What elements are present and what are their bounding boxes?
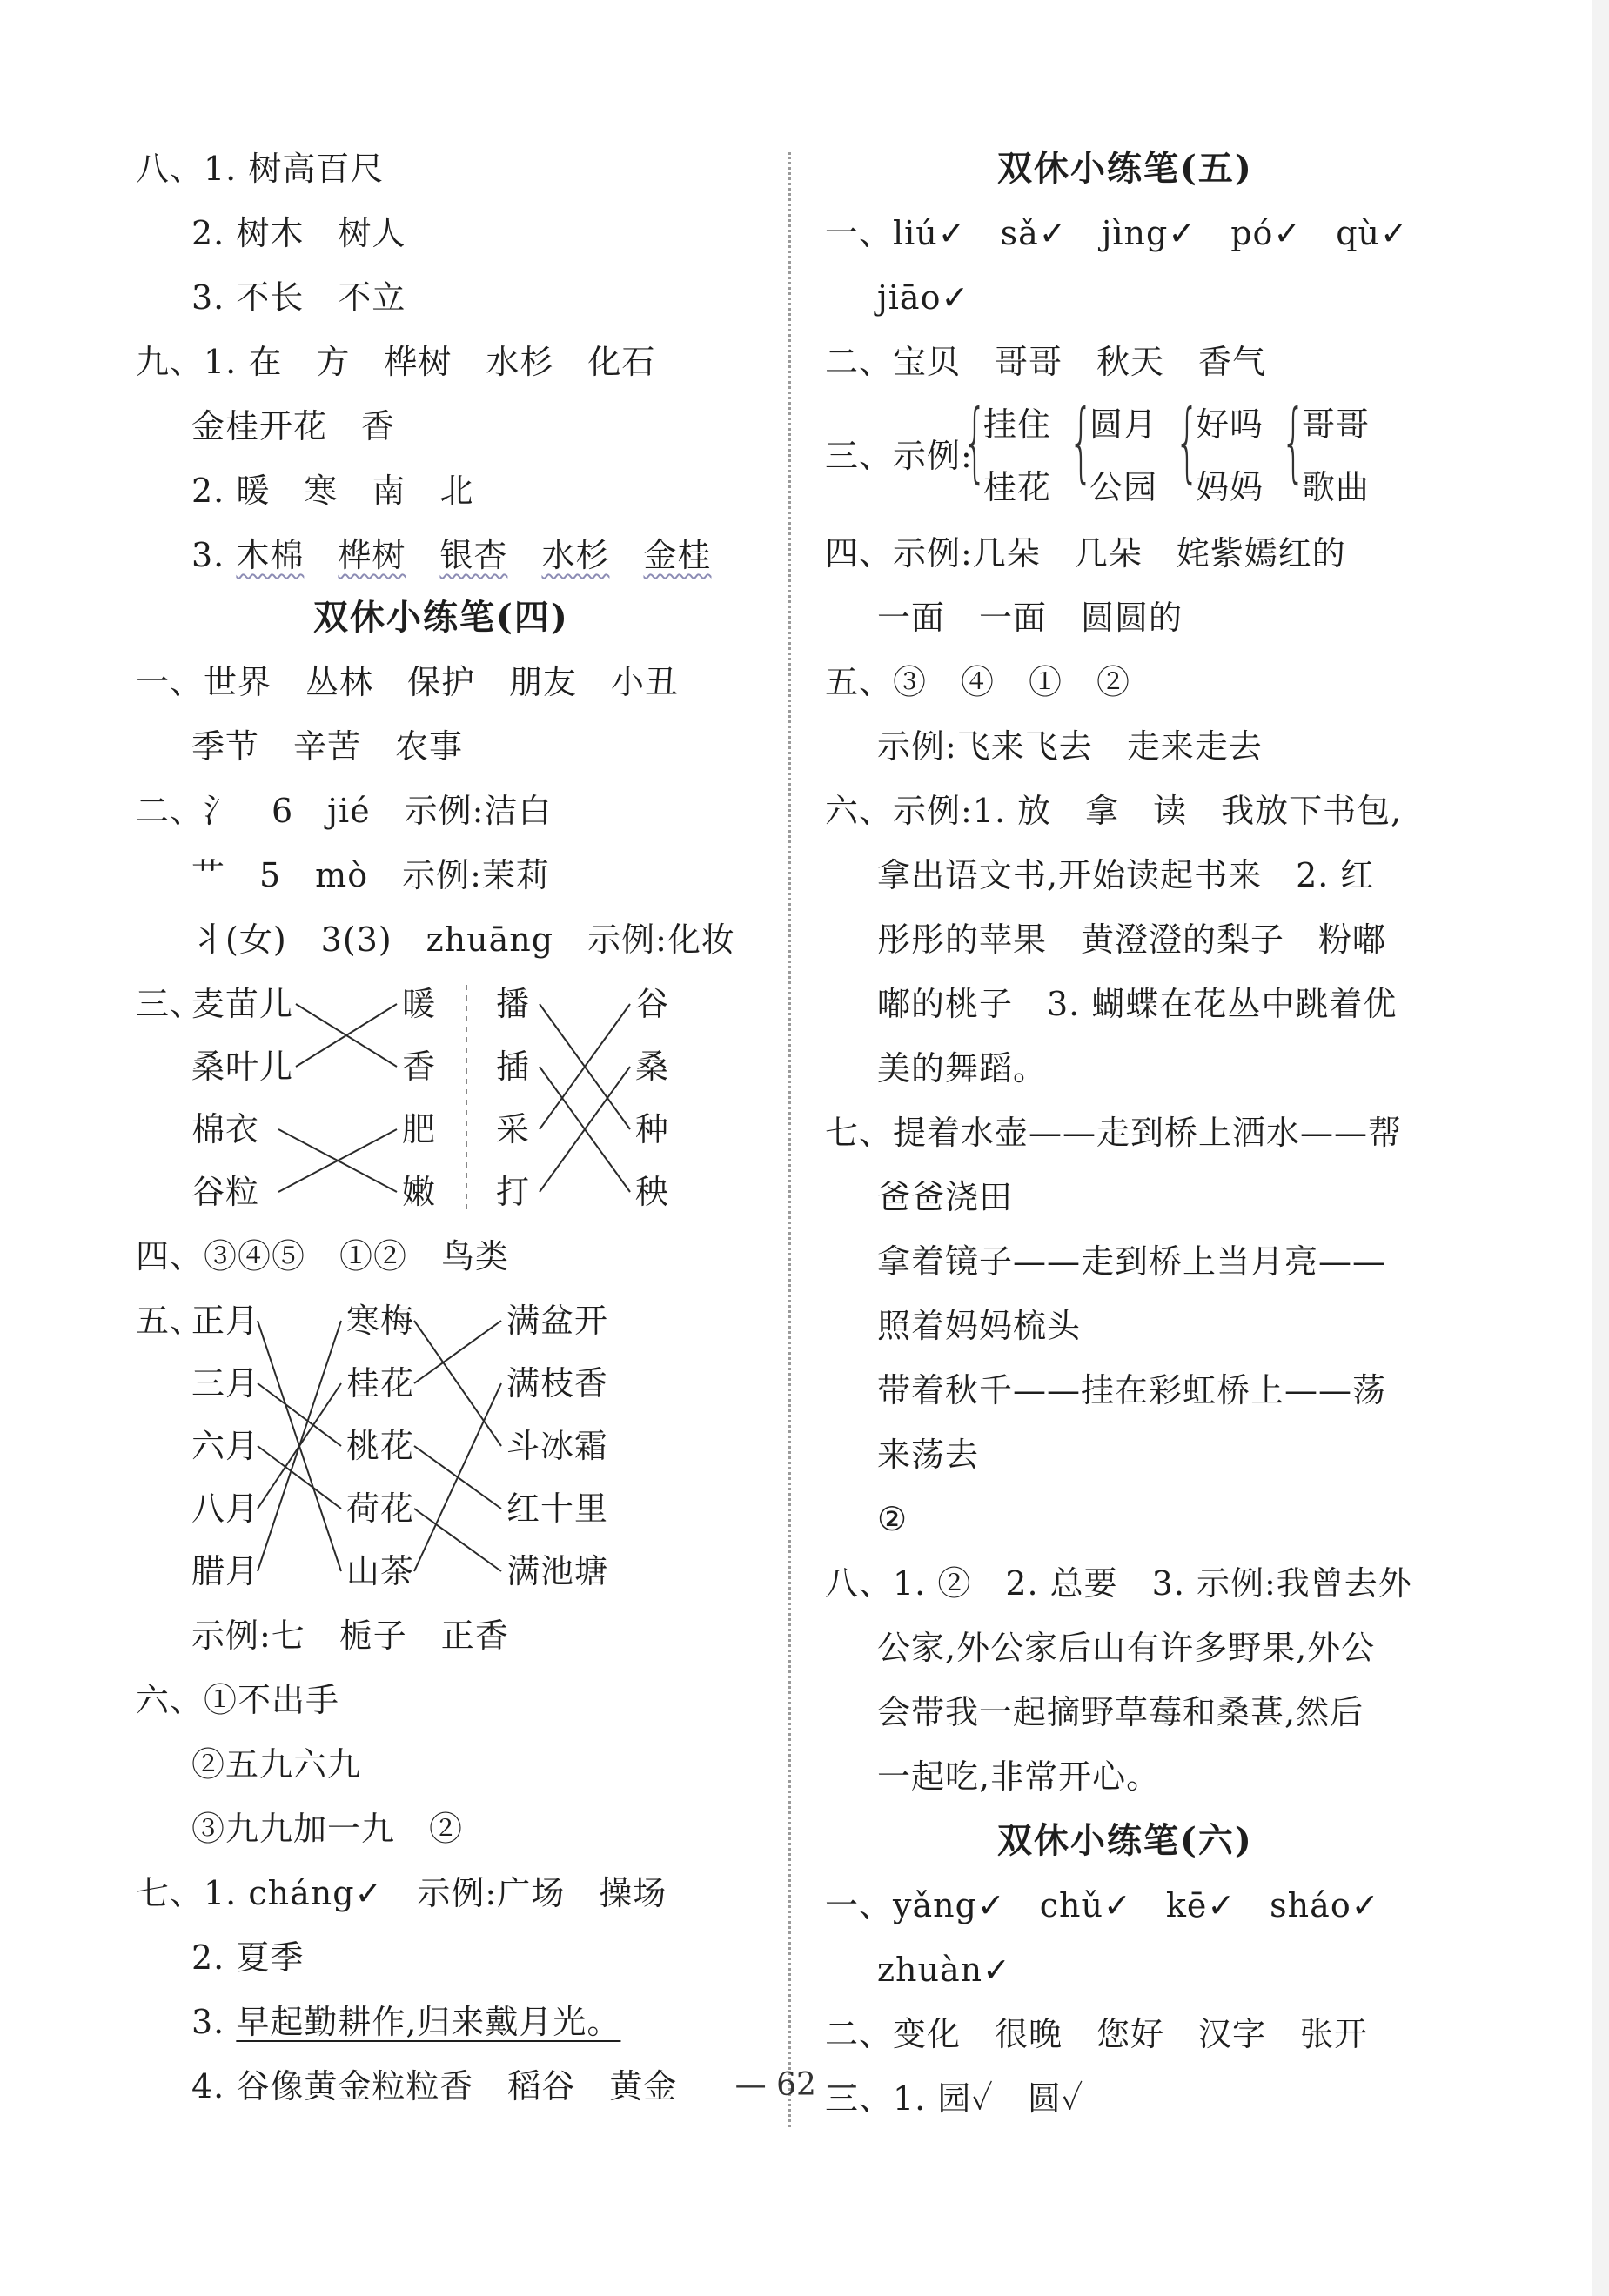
right-r3-label: 三、示例: bbox=[825, 437, 973, 475]
right-r8-line2: 公家,外公家后山有许多野果,外公 bbox=[877, 1629, 1376, 1667]
match-line bbox=[278, 1129, 397, 1192]
left-q2-line1: 二、氵 6 jié 示例:洁白 bbox=[136, 792, 553, 830]
underlined-word: 银杏 bbox=[439, 536, 508, 574]
match-line bbox=[258, 1321, 341, 1571]
match-line bbox=[414, 1446, 501, 1509]
match-left-word: 谷粒 bbox=[191, 1173, 260, 1211]
match-right-word: 种 bbox=[635, 1110, 670, 1148]
brace-icon: { bbox=[1281, 391, 1306, 492]
column-divider bbox=[788, 152, 791, 2127]
right-r7-line4: 照着妈妈梳头 bbox=[877, 1307, 1082, 1345]
match-flower: 桃花 bbox=[346, 1427, 415, 1465]
section-title-4: 双休小练笔(四) bbox=[313, 597, 569, 638]
right-r4-line2: 一面 一面 圆圆的 bbox=[877, 599, 1183, 637]
left-q7-line2: 2. 夏季 bbox=[191, 1938, 305, 1977]
left-s9-item3 bbox=[191, 532, 711, 578]
left-s9-item1-cont: 金桂开花 香 bbox=[191, 407, 396, 445]
right-r7-line2: 爸爸浇田 bbox=[877, 1178, 1014, 1216]
match-flower: 桂花 bbox=[346, 1364, 415, 1402]
left-s9-item1: 九、1. 在 方 桦树 水杉 化石 bbox=[136, 343, 656, 381]
match-right-word: 谷 bbox=[635, 985, 670, 1023]
match-line bbox=[414, 1321, 501, 1446]
match-line bbox=[414, 1321, 501, 1383]
match-phrase: 斗冰霜 bbox=[506, 1427, 609, 1465]
right-r8-line4: 一起吃,非常开心。 bbox=[877, 1757, 1161, 1796]
left-q4: 四、③④⑤ ①② 鸟类 bbox=[136, 1237, 510, 1275]
left-q7-line4: 4. 谷像黄金粒粒香 稻谷 黄金 bbox=[191, 2067, 678, 2105]
right-r6-line3: 彤彤的苹果 黄澄澄的梨子 粉嘟 bbox=[877, 920, 1387, 959]
match-left-word: 打 bbox=[496, 1173, 531, 1211]
match-left-word: 插 bbox=[496, 1048, 531, 1086]
match-left-word: 棉衣 bbox=[191, 1110, 260, 1148]
brace-word: 圆月 bbox=[1089, 405, 1158, 444]
right-r7-line3: 拿着镜子——走到桥上当月亮—— bbox=[877, 1242, 1387, 1281]
match-phrase: 红十里 bbox=[506, 1489, 609, 1528]
left-q6-line1: 六、①不出手 bbox=[136, 1681, 340, 1719]
match-month: 腊月 bbox=[191, 1552, 260, 1590]
right-r7-line6: 来荡去 bbox=[877, 1436, 980, 1474]
right-r5-line1: 五、③ ④ ① ② bbox=[825, 663, 1131, 701]
match-line bbox=[296, 1004, 397, 1067]
right-r4-line1: 四、示例:几朵 几朵 姹紫嫣红的 bbox=[825, 534, 1346, 572]
match-line bbox=[258, 1446, 341, 1509]
right-r5-line2: 示例:飞来飞去 走来走去 bbox=[877, 727, 1263, 766]
match-month: 八月 bbox=[191, 1489, 260, 1528]
section-title-6: 双休小练笔(六) bbox=[997, 1820, 1253, 1861]
brace-word: 妈妈 bbox=[1196, 468, 1264, 506]
right-r6-line5: 美的舞蹈。 bbox=[877, 1049, 1048, 1088]
match-line bbox=[414, 1509, 501, 1571]
left-q1-line2: 季节 辛苦 农事 bbox=[191, 727, 464, 766]
left-s9-item2: 2. 暖 寒 南 北 bbox=[191, 472, 474, 510]
underlined-word: 金桂 bbox=[643, 536, 712, 574]
right-r8-line3: 会带我一起摘野草莓和桑葚,然后 bbox=[877, 1693, 1364, 1731]
right-r7-line1: 七、提着水壶——走到桥上洒水——帮 bbox=[825, 1114, 1403, 1152]
match-line bbox=[278, 1129, 397, 1192]
match-month: 正月 bbox=[191, 1302, 260, 1340]
match-phrase: 满枝香 bbox=[506, 1364, 609, 1402]
match-line bbox=[258, 1383, 341, 1509]
right-r1-line1: 一、liú✓ sǎ✓ jìng✓ pó✓ qù✓ bbox=[825, 214, 1409, 252]
left-q7-line3 bbox=[191, 1999, 620, 2045]
match-flower: 荷花 bbox=[346, 1489, 415, 1528]
underlined-answer: 早起勤耕作,归来戴月光。 bbox=[236, 2003, 621, 2041]
right-s1-line1: 一、yǎng✓ chǔ✓ kē✓ sháo✓ bbox=[825, 1886, 1380, 1924]
match-line bbox=[296, 1004, 397, 1067]
right-s2: 二、变化 很晚 您好 汉字 张开 bbox=[825, 2015, 1369, 2053]
match-month: 六月 bbox=[191, 1427, 260, 1465]
underlined-word: 水杉 bbox=[541, 536, 610, 574]
right-r8-line1: 八、1. ② 2. 总要 3. 示例:我曾去外 bbox=[825, 1564, 1412, 1603]
left-s9-item3-label: 3. bbox=[191, 536, 237, 574]
match-left-word: 采 bbox=[496, 1110, 531, 1148]
match-flower: 寒梅 bbox=[346, 1302, 415, 1340]
match-flower: 山茶 bbox=[346, 1552, 415, 1590]
match-right-word: 桑 bbox=[635, 1048, 670, 1086]
right-r7-line7: ② bbox=[877, 1500, 908, 1538]
match-line bbox=[540, 1004, 630, 1129]
match-line bbox=[540, 1067, 630, 1192]
left-q2-line2: 艹 5 mò 示例:茉莉 bbox=[191, 856, 550, 894]
match-left-word: 播 bbox=[496, 985, 531, 1023]
brace-word: 哥哥 bbox=[1302, 405, 1371, 444]
left-q7-line1: 七、1. cháng✓ 示例:广场 操场 bbox=[136, 1874, 667, 1912]
right-s1-line2: zhuàn✓ bbox=[877, 1951, 1011, 1989]
left-s8-item3: 3. 不长 不立 bbox=[191, 278, 406, 317]
left-s8-item2: 2. 树木 树人 bbox=[191, 214, 406, 252]
brace-word: 桂花 bbox=[983, 468, 1052, 506]
section-title-5: 双休小练笔(五) bbox=[997, 148, 1253, 189]
match-line bbox=[414, 1383, 501, 1571]
right-s3: 三、1. 园✓ 圆✓ bbox=[825, 2079, 1084, 2118]
left-q6-line2: ②五九六九 bbox=[191, 1745, 362, 1784]
left-s8-item1: 八、1. 树高百尺 bbox=[136, 150, 385, 188]
brace-icon: { bbox=[962, 391, 988, 492]
right-r6-line2: 拿出语文书,开始读起书来 2. 红 bbox=[877, 856, 1375, 894]
left-q6-line3: ③九九加一九 ② bbox=[191, 1810, 464, 1848]
right-r2: 二、宝贝 哥哥 秋天 香气 bbox=[825, 343, 1267, 381]
left-q3-label: 三、 bbox=[136, 985, 204, 1023]
brace-word: 挂住 bbox=[983, 405, 1052, 444]
match-right-word: 嫩 bbox=[402, 1173, 437, 1211]
right-r6-line1: 六、示例:1. 放 拿 读 我放下书包, bbox=[825, 792, 1403, 830]
brace-word: 歌曲 bbox=[1302, 468, 1371, 506]
match-phrase: 满池塘 bbox=[506, 1552, 609, 1590]
page-number: — 62 — bbox=[734, 2067, 858, 2103]
left-q2-line3: 丬(女) 3(3) zhuāng 示例:化妆 bbox=[191, 920, 735, 959]
brace-word: 公园 bbox=[1089, 468, 1158, 506]
match-left-word: 麦苗儿 bbox=[191, 985, 294, 1023]
match-phrase: 满盆开 bbox=[506, 1302, 609, 1340]
left-q5-example: 示例:七 栀子 正香 bbox=[191, 1617, 509, 1655]
match-line bbox=[540, 1067, 630, 1192]
left-q1-line1: 一、世界 丛林 保护 朋友 小丑 bbox=[136, 663, 680, 701]
underlined-word: 木棉 bbox=[236, 536, 305, 574]
brace-word: 好吗 bbox=[1196, 405, 1264, 444]
match-month: 三月 bbox=[191, 1364, 260, 1402]
match-right-word: 肥 bbox=[402, 1110, 437, 1148]
right-r6-line4: 嘟的桃子 3. 蝴蝶在花丛中跳着优 bbox=[877, 985, 1398, 1023]
brace-icon: { bbox=[1175, 391, 1200, 492]
right-r7-line5: 带着秋千——挂在彩虹桥上——荡 bbox=[877, 1371, 1387, 1409]
left-q5-label: 五、 bbox=[136, 1302, 204, 1340]
match-line bbox=[258, 1321, 341, 1571]
match-line bbox=[258, 1383, 341, 1446]
match-right-word: 暖 bbox=[402, 985, 437, 1023]
match-left-word: 桑叶儿 bbox=[191, 1048, 294, 1086]
left-q7-line3-label: 3. bbox=[191, 2003, 237, 2041]
underlined-word: 桦树 bbox=[338, 536, 406, 574]
match-right-word: 秧 bbox=[635, 1173, 670, 1211]
right-r1-line2: jiāo✓ bbox=[877, 278, 970, 317]
match-right-word: 香 bbox=[402, 1048, 437, 1086]
match-line bbox=[540, 1004, 630, 1129]
brace-icon: { bbox=[1069, 391, 1094, 492]
